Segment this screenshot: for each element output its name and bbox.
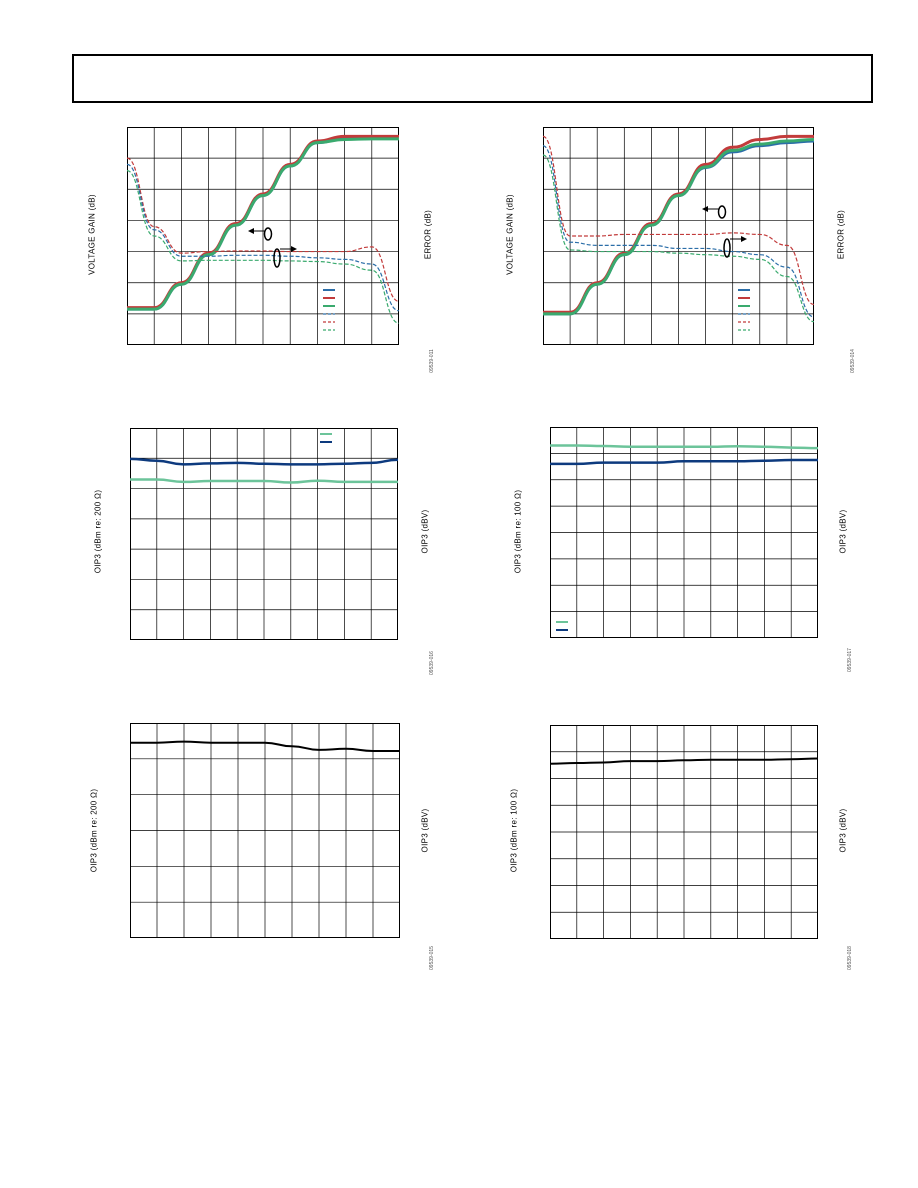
chart-voltage-gain-1 xyxy=(127,127,399,345)
gain-annotation-ellipse xyxy=(719,206,726,218)
chart-oip3-200-2 xyxy=(130,723,400,938)
fig17-ylabel: OIP3 (dBm re: 100 Ω) xyxy=(513,489,523,574)
fig18-y2label: OIP3 (dBV) xyxy=(838,808,848,853)
fig11-ylabel: VOLTAGE GAIN (dB) xyxy=(87,194,97,275)
fig17-id: 09539-017 xyxy=(847,648,853,672)
chart-oip3-100-1 xyxy=(550,427,818,638)
page-header-box xyxy=(72,54,873,103)
error-annotation-ellipse xyxy=(724,239,730,257)
chart-oip3-100-2 xyxy=(550,725,818,939)
fig15-y2label: OIP3 (dBV) xyxy=(420,808,430,853)
error-arrow-right-head xyxy=(741,236,747,242)
series-line-1 xyxy=(550,445,818,448)
fig11-id: 09539-011 xyxy=(429,349,435,373)
gain-annotation-ellipse xyxy=(265,228,272,240)
fig11-y2label: ERROR (dB) xyxy=(423,209,433,260)
gain-arrow-left-head xyxy=(248,228,254,234)
fig17-y2label: OIP3 (dBV) xyxy=(838,509,848,554)
fig16-y2label: OIP3 (dBV) xyxy=(420,509,430,554)
series-line-2 xyxy=(130,479,398,482)
gain-arrow-left-head xyxy=(702,206,708,212)
fig16-id: 09539-016 xyxy=(429,651,435,675)
chart-voltage-gain-2 xyxy=(543,127,814,345)
fig18-id: 09539-018 xyxy=(847,946,853,970)
chart-oip3-200-1 xyxy=(130,428,398,640)
fig14-ylabel: VOLTAGE GAIN (dB) xyxy=(505,194,515,275)
fig16-ylabel: OIP3 (dBm re: 200 Ω) xyxy=(93,489,103,574)
fig14-y2label: ERROR (dB) xyxy=(836,209,846,260)
fig15-ylabel: OIP3 (dBm re: 200 Ω) xyxy=(89,788,99,873)
fig15-id: 09539-015 xyxy=(429,946,435,970)
fig18-ylabel: OIP3 (dBm re: 100 Ω) xyxy=(509,788,519,873)
fig14-id: 09539-014 xyxy=(850,349,856,373)
